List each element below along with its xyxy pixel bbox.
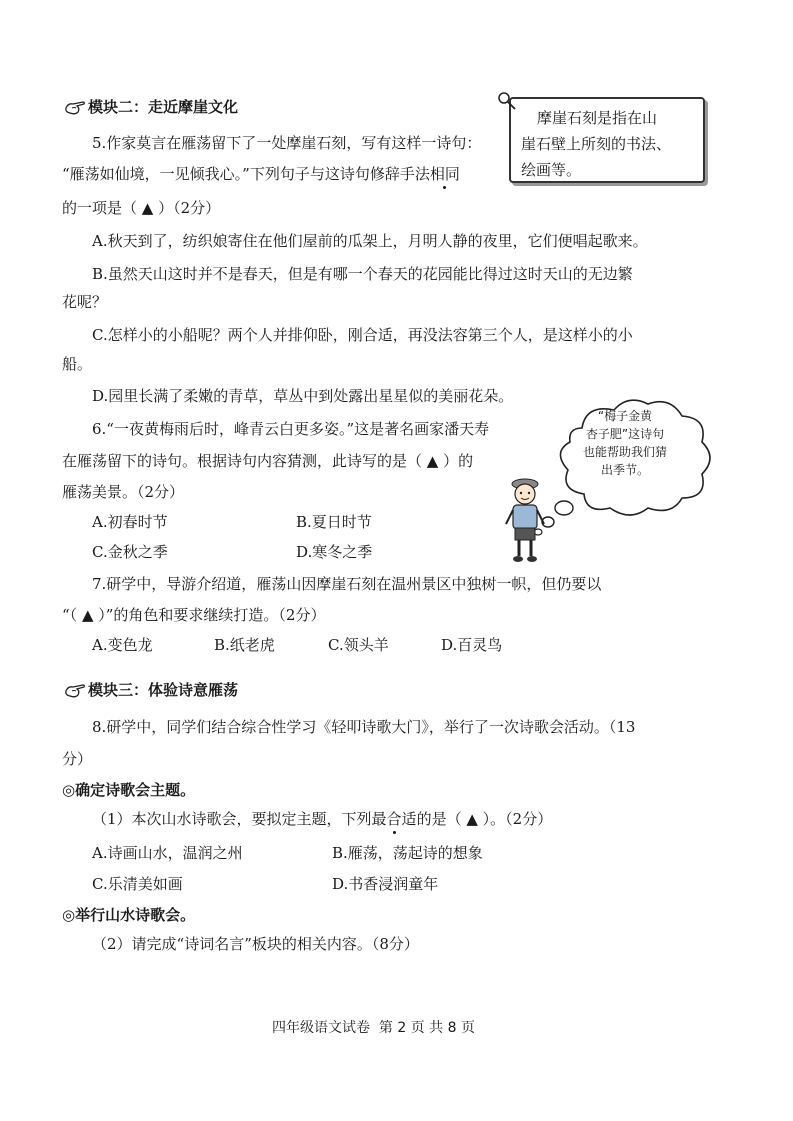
child-illustration (500, 478, 550, 564)
note-line-3: 绘画等。 (521, 161, 582, 179)
module2-title: 模块二：走近摩崖文化 (88, 98, 239, 116)
q5-line-2: “雁荡如仙境，一见倾我心。”下列句子与这诗句修辞手法相同 (62, 165, 460, 183)
bubble-line-1: “梅子金黄 (597, 409, 653, 423)
q8-section-1: ◎确定诗歌会主题。 (62, 781, 196, 799)
q5-line-3: 的一项是（ ▲ ）（2分） (62, 199, 221, 217)
q7-line-1: 7.研学中，导游介绍道，雁荡山因摩崖石刻在温州景区中独树一帜，但仍要以 (92, 575, 602, 593)
q6-line-2: 在雁荡留下的诗句。根据诗句内容猜测，此诗写的是（ ▲ ）的 (62, 452, 474, 470)
q5-option-b-line-1: B.虽然天山这时并不是春天，但是有哪一个春天的花园能比得过这时天山的无边繁 (92, 265, 633, 283)
q7-option-a: A.变色龙 (92, 636, 153, 654)
answer-triangle-q7: ▲ (81, 606, 94, 624)
note-line-2: 崖石壁上所刻的书法、 (521, 135, 672, 153)
q8-section-2: ◎举行山水诗歌会。 (62, 906, 196, 924)
q8-option-b: B.雁荡，荡起诗的想象 (332, 844, 483, 862)
bubble-line-2: 杏子肥”这诗句 (585, 427, 665, 441)
module3-title: 模块三：体验诗意雁荡 (88, 681, 239, 699)
q7-option-b: B.纸老虎 (214, 636, 275, 654)
q8-emphasis: 最合适 (371, 810, 417, 828)
q6-option-b: B.夏日时节 (296, 513, 372, 531)
q5-option-c-line-2: 船。 (62, 355, 93, 373)
q7-option-c: C.领头羊 (328, 636, 389, 654)
q6-line-1: 6.“一夜黄梅雨后时，峰青云白更多姿。”这是著名画家潘天寿 (92, 420, 490, 438)
q5-option-b-line-2: 花呢？ (62, 293, 108, 311)
q8-sub-2: （2）请完成“诗词名言”板块的相关内容。（8分） (92, 935, 419, 953)
q6-option-c: C.金秋之季 (92, 543, 168, 561)
q7-line-2: “（ ▲ ）”的角色和要求继续打造。（2分） (62, 606, 326, 624)
bubble-line-3: 也能帮助我们猜 (582, 445, 667, 459)
module2-heading (64, 96, 238, 117)
answer-triangle-q5: ▲ (141, 199, 154, 217)
q8-option-c: C.乐清美如画 (92, 875, 183, 893)
q5-option-a: A.秋天到了，纺织娘寄住在他们屋前的瓜架上，月明人静的夜里，它们便唱起歌来。 (92, 232, 648, 250)
q7-option-d: D.百灵鸟 (441, 636, 503, 654)
q8-sub-1: （1）本次山水诗歌会，要拟定主题，下列最合适的是（ ▲ ）。（2分） (92, 810, 553, 828)
answer-triangle-q6: ▲ (426, 452, 439, 470)
page-footer: 四年级语文试卷 第 2 页 共 8 页 (272, 1020, 475, 1036)
hand-pointer-icon (64, 99, 86, 115)
answer-triangle-q8: ▲ (466, 810, 478, 828)
pin-icon (496, 90, 518, 112)
hand-pointer-icon (64, 682, 86, 698)
q8-option-d: D.书香浸润童年 (332, 875, 439, 893)
q5-line-1: 5.作家莫言在雁荡留下了一处摩崖石刻，写有这样一诗句： (92, 134, 482, 152)
module3-heading (64, 679, 238, 700)
q5-emphasis-1: 相同 (429, 165, 460, 183)
q6-option-d: D.寒冬之季 (296, 543, 373, 561)
q8-option-a: A.诗画山水，温润之州 (92, 844, 243, 862)
q5-option-c-line-1: C.怎样小的小船呢？两个人并排仰卧，刚合适，再没法容第三个人，是这样小的小 (92, 326, 633, 344)
q6-line-3: 雁荡美景。（2分） (62, 483, 185, 501)
bubble-line-4: 出季节。 (600, 463, 649, 477)
q8-line-2: 分） (62, 750, 93, 768)
note-box (509, 97, 705, 183)
note-line-1: 摩崖石刻是指在山 (537, 109, 658, 127)
thought-bubble-text (570, 407, 680, 479)
q8-line-1: 8.研学中，同学们结合综合性学习《轻叩诗歌大门》，举行了一次诗歌会活动。（13 (92, 718, 636, 736)
q5-option-d: D.园里长满了柔嫩的青草，草丛中到处露出星星似的美丽花朵。 (92, 387, 514, 405)
q6-option-a: A.初春时节 (92, 513, 168, 531)
